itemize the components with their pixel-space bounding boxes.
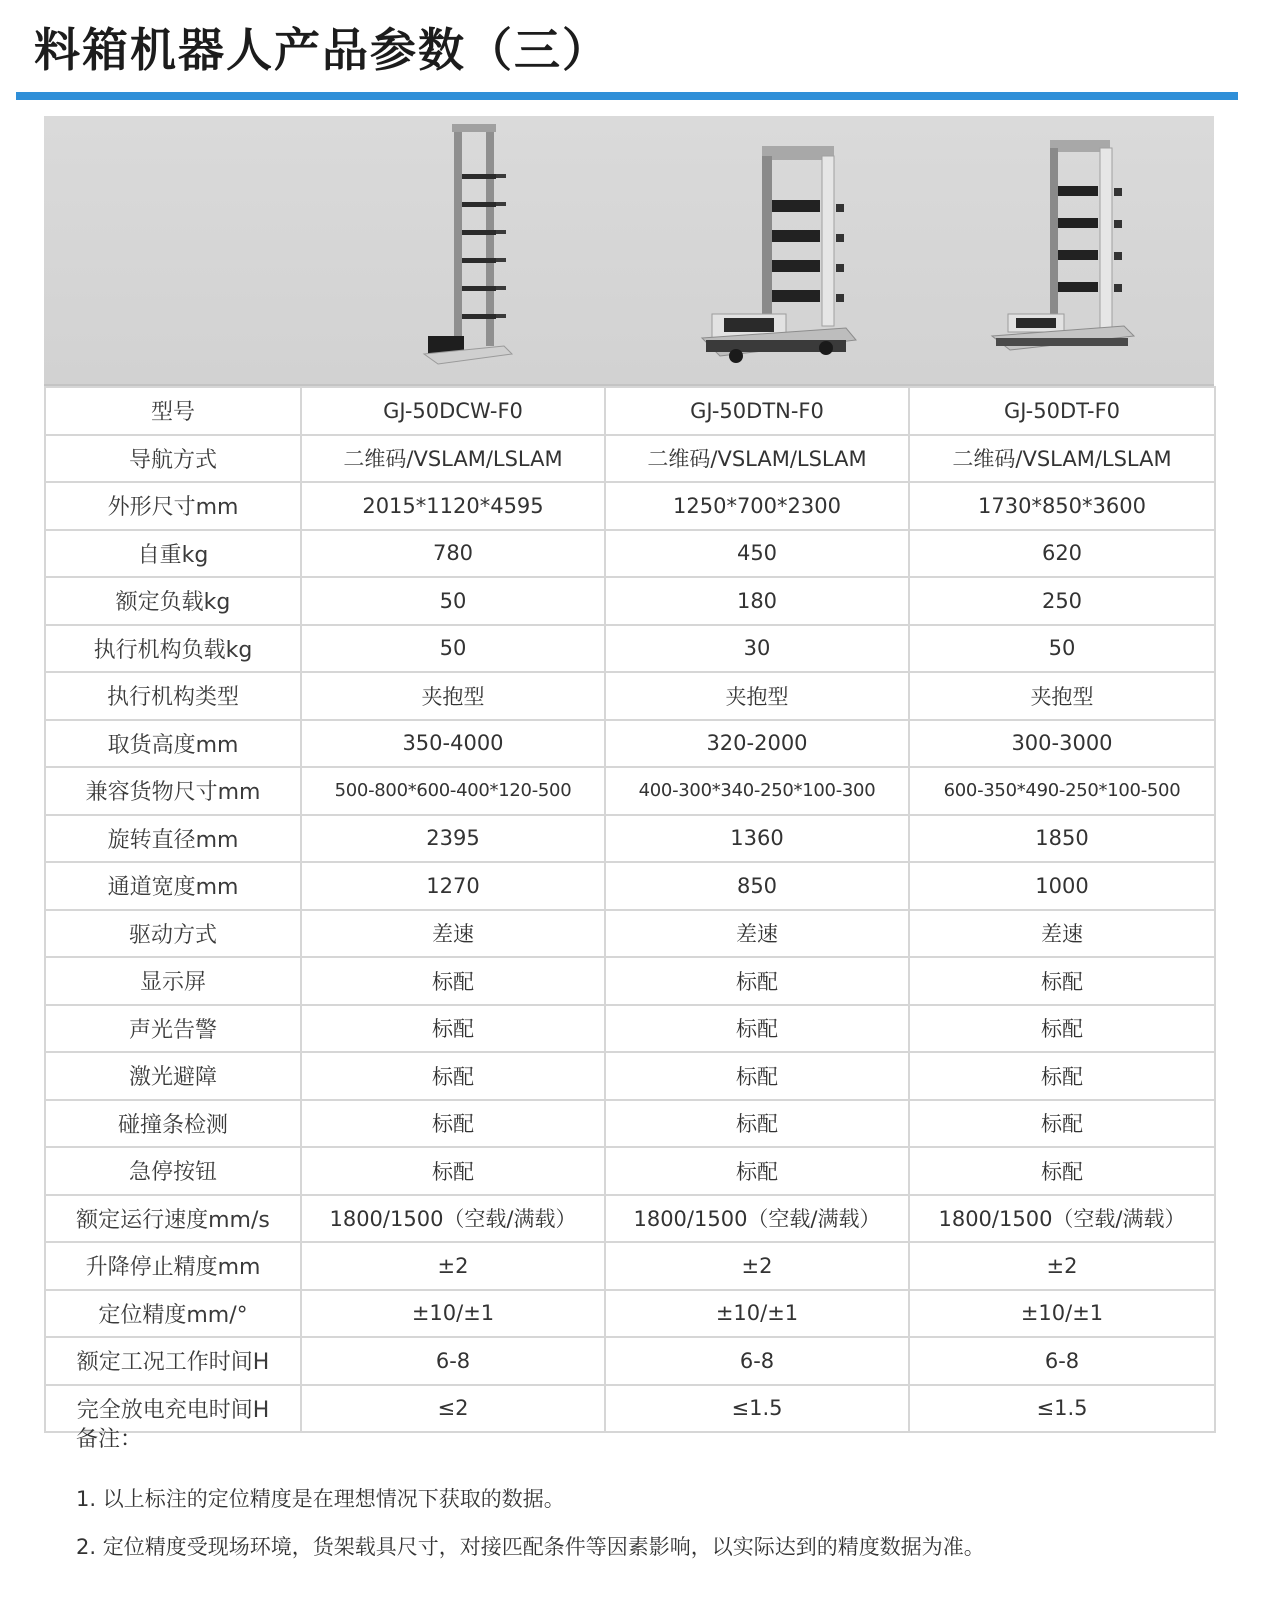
spec-row (45, 625, 1215, 673)
spec-row (45, 672, 1215, 720)
spec-label: 驱动方式 (45, 910, 301, 958)
spec-label: 急停按钮 (45, 1147, 301, 1195)
spec-row (45, 1290, 1215, 1338)
spec-value: 850 (605, 862, 909, 910)
robot-gj-50dt-f0-image (984, 136, 1144, 362)
spec-value: 600-350*490-250*100-500 (909, 767, 1215, 815)
spec-value: 1000 (909, 862, 1215, 910)
notes-heading: 备注： (76, 1427, 143, 1452)
spec-value: 2015*1120*4595 (301, 482, 605, 530)
spec-value: 6-8 (301, 1337, 605, 1385)
title-rule (16, 92, 1238, 100)
spec-value: 标配 (605, 1147, 909, 1195)
spec-value: 标配 (605, 1005, 909, 1053)
spec-value: 二维码/VSLAM/LSLAM (301, 435, 605, 483)
spec-value: 1800/1500（空载/满载） (605, 1195, 909, 1243)
spec-value: ±2 (909, 1242, 1215, 1290)
spec-value: 二维码/VSLAM/LSLAM (605, 435, 909, 483)
spec-value: 180 (605, 577, 909, 625)
page-title: 料箱机器人产品参数（三） (34, 23, 610, 77)
spec-value: 500-800*600-400*120-500 (301, 767, 605, 815)
spec-label: 升降停止精度mm (45, 1242, 301, 1290)
spec-value: 差速 (605, 910, 909, 958)
spec-value: 二维码/VSLAM/LSLAM (909, 435, 1215, 483)
spec-label: 导航方式 (45, 435, 301, 483)
spec-value: 1730*850*3600 (909, 482, 1215, 530)
spec-value: ≤2 (301, 1385, 605, 1433)
spec-value: 6-8 (605, 1337, 909, 1385)
spec-value: ±10/±1 (605, 1290, 909, 1338)
spec-value: ≤1.5 (605, 1385, 909, 1433)
spec-value: 差速 (909, 910, 1215, 958)
spec-value: 标配 (909, 1100, 1215, 1148)
spec-row (45, 815, 1215, 863)
spec-label: 取货高度mm (45, 720, 301, 768)
spec-value: 标配 (909, 1147, 1215, 1195)
spec-value: 夹抱型 (909, 672, 1215, 720)
spec-label: 自重kg (45, 530, 301, 578)
spec-label: 兼容货物尺寸mm (45, 767, 301, 815)
spec-row (45, 910, 1215, 958)
spec-label: 显示屏 (45, 957, 301, 1005)
spec-value: 1800/1500（空载/满载） (301, 1195, 605, 1243)
spec-label: 定位精度mm/° (45, 1290, 301, 1338)
spec-value: 6-8 (909, 1337, 1215, 1385)
spec-value: 标配 (909, 957, 1215, 1005)
spec-value: ±10/±1 (909, 1290, 1215, 1338)
spec-value: 标配 (301, 1100, 605, 1148)
spec-value: GJ-50DCW-F0 (301, 387, 605, 435)
spec-value: 夹抱型 (301, 672, 605, 720)
spec-value: 标配 (301, 957, 605, 1005)
spec-row (45, 577, 1215, 625)
note-item: 1. 以上标注的定位精度是在理想情况下获取的数据。 (76, 1487, 565, 1511)
spec-value: 1800/1500（空载/满载） (909, 1195, 1215, 1243)
spec-value: GJ-50DT-F0 (909, 387, 1215, 435)
spec-label: 额定运行速度mm/s (45, 1195, 301, 1243)
spec-row (45, 387, 1215, 435)
spec-row (45, 1005, 1215, 1053)
spec-value: 标配 (301, 1052, 605, 1100)
spec-table (44, 386, 1216, 1433)
spec-label: 完全放电充电时间H (45, 1385, 301, 1433)
spec-row (45, 1100, 1215, 1148)
spec-value: 标配 (605, 1100, 909, 1148)
spec-label: 声光告警 (45, 1005, 301, 1053)
spec-value: 1250*700*2300 (605, 482, 909, 530)
spec-value: 50 (909, 625, 1215, 673)
spec-row (45, 1337, 1215, 1385)
spec-row (45, 767, 1215, 815)
spec-value: 620 (909, 530, 1215, 578)
spec-row (45, 1052, 1215, 1100)
spec-value: 标配 (909, 1005, 1215, 1053)
spec-label: 型号 (45, 387, 301, 435)
spec-value: 450 (605, 530, 909, 578)
product-image-panel (44, 116, 1214, 386)
spec-value: 50 (301, 577, 605, 625)
spec-value: ±10/±1 (301, 1290, 605, 1338)
spec-value: 标配 (909, 1052, 1215, 1100)
spec-value: 50 (301, 625, 605, 673)
spec-row (45, 720, 1215, 768)
spec-label: 外形尺寸mm (45, 482, 301, 530)
spec-label: 执行机构类型 (45, 672, 301, 720)
spec-label: 旋转直径mm (45, 815, 301, 863)
spec-row (45, 957, 1215, 1005)
spec-value: 250 (909, 577, 1215, 625)
spec-row (45, 1147, 1215, 1195)
notes (76, 1422, 985, 1579)
spec-label: 通道宽度mm (45, 862, 301, 910)
note-item: 2. 定位精度受现场环境，货架载具尺寸，对接匹配条件等因素影响，以实际达到的精度数据为准。 (76, 1535, 985, 1559)
robot-gj-50dtn-f0-image (696, 142, 866, 368)
spec-value: 1360 (605, 815, 909, 863)
robot-gj-50dcw-f0-image (414, 122, 534, 372)
spec-value: GJ-50DTN-F0 (605, 387, 909, 435)
spec-label: 激光避障 (45, 1052, 301, 1100)
spec-value: 差速 (301, 910, 605, 958)
spec-value: 320-2000 (605, 720, 909, 768)
spec-value: 1850 (909, 815, 1215, 863)
spec-label: 额定负载kg (45, 577, 301, 625)
spec-row (45, 435, 1215, 483)
spec-value: 780 (301, 530, 605, 578)
spec-row (45, 1195, 1215, 1243)
spec-value: 2395 (301, 815, 605, 863)
spec-row (45, 530, 1215, 578)
spec-row (45, 1242, 1215, 1290)
spec-value: ±2 (301, 1242, 605, 1290)
spec-value: 400-300*340-250*100-300 (605, 767, 909, 815)
spec-value: 300-3000 (909, 720, 1215, 768)
spec-label: 额定工况工作时间H (45, 1337, 301, 1385)
spec-row (45, 482, 1215, 530)
spec-value: 标配 (301, 1005, 605, 1053)
spec-value: ±2 (605, 1242, 909, 1290)
spec-value: 350-4000 (301, 720, 605, 768)
spec-value: ≤1.5 (909, 1385, 1215, 1433)
spec-value: 标配 (301, 1147, 605, 1195)
spec-value: 夹抱型 (605, 672, 909, 720)
spec-label: 执行机构负载kg (45, 625, 301, 673)
spec-value: 1270 (301, 862, 605, 910)
spec-label: 碰撞条检测 (45, 1100, 301, 1148)
spec-value: 标配 (605, 1052, 909, 1100)
spec-value: 标配 (605, 957, 909, 1005)
spec-row (45, 862, 1215, 910)
spec-value: 30 (605, 625, 909, 673)
